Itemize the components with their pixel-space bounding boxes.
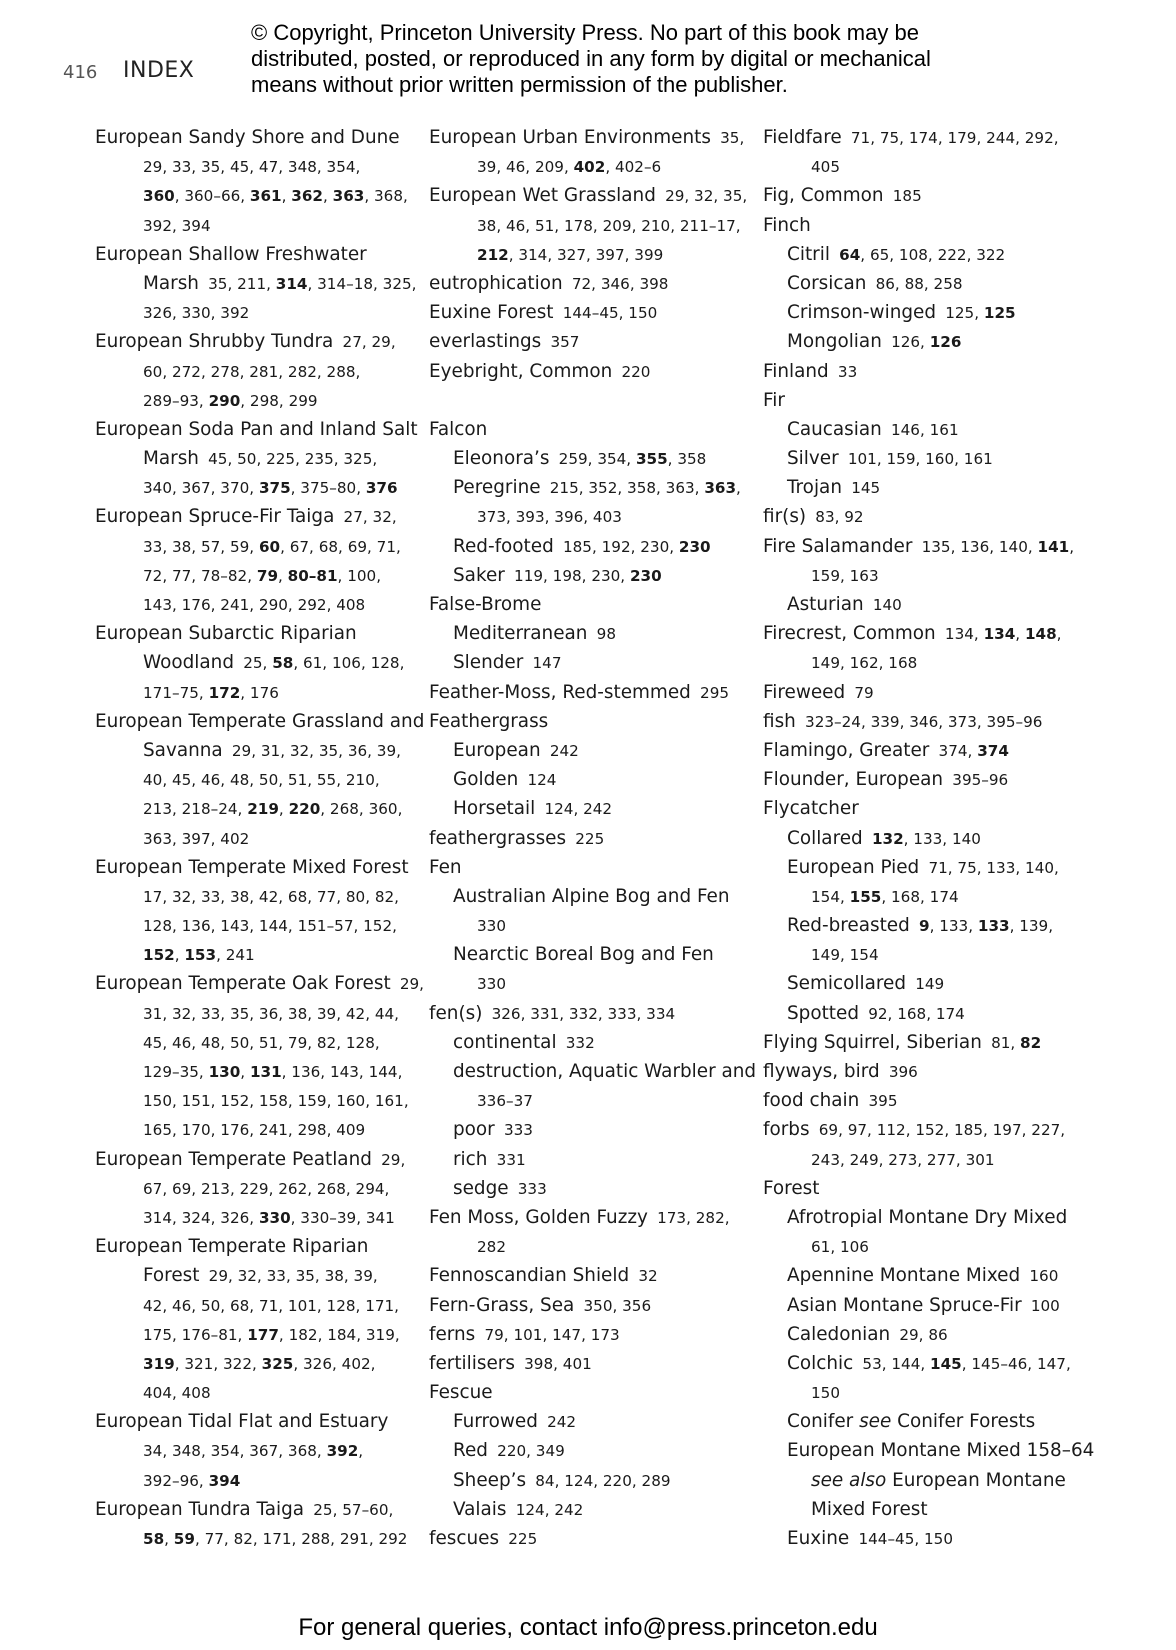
- index-line: Finch: [763, 214, 811, 236]
- index-line: 150: [811, 1384, 840, 1403]
- index-line: 31, 32, 33, 35, 36, 38, 39, 42, 44,: [143, 1004, 399, 1023]
- index-line: Savanna 29, 31, 32, 35, 36, 39,: [143, 739, 401, 761]
- index-column-1: [95, 123, 425, 1553]
- index-line: forbs 69, 97, 112, 152, 185, 197, 227,: [763, 1119, 1066, 1141]
- index-line: Conifer see Conifer Forests: [787, 1411, 1036, 1433]
- page-number: 416: [63, 62, 98, 83]
- index-line: 336–37: [477, 1092, 533, 1111]
- index-line: [429, 386, 749, 415]
- index-line: Silver 101, 159, 160, 161: [787, 448, 993, 470]
- index-line: Fireweed 79: [763, 681, 874, 703]
- index-line: 243, 249, 273, 277, 301: [811, 1150, 995, 1169]
- index-line: Sheep’s 84, 124, 220, 289: [453, 1469, 671, 1491]
- index-line: Feathergrass: [429, 710, 549, 732]
- index-line: Forest: [763, 1177, 820, 1199]
- index-line: Feather-Moss, Red-stemmed 295: [429, 681, 730, 703]
- index-line: European Tundra Taiga 25, 57–60,: [95, 1498, 394, 1520]
- index-line: Fern-Grass, Sea 350, 356: [429, 1294, 652, 1316]
- index-line: 171–75, 172, 176: [143, 683, 279, 702]
- index-line: Horsetail 124, 242: [453, 798, 613, 820]
- index-line: sedge 333: [453, 1177, 547, 1199]
- index-line: 39, 46, 209, 402, 402–6: [477, 158, 662, 177]
- index-line: Eleonora’s 259, 354, 355, 358: [453, 448, 707, 470]
- index-line: 149, 154: [811, 946, 879, 965]
- index-line: European Shrubby Tundra 27, 29,: [95, 331, 396, 353]
- index-line: Furrowed 242: [453, 1411, 577, 1433]
- footer-contact: For general queries, contact info@press.princeton.edu: [298, 1614, 878, 1641]
- index-line: Red 220, 349: [453, 1440, 565, 1462]
- index-column-3: [763, 123, 1095, 1553]
- index-line: see also European Montane: [811, 1469, 1066, 1491]
- index-line: 175, 176–81, 177, 182, 184, 319,: [143, 1325, 400, 1344]
- index-line: everlastings 357: [429, 331, 580, 353]
- index-line: 29, 33, 35, 45, 47, 348, 354,: [143, 158, 361, 177]
- index-line: Fire Salamander 135, 136, 140, 141,: [763, 535, 1075, 557]
- index-line: fir(s) 83, 92: [763, 506, 864, 528]
- index-line: Marsh 45, 50, 225, 235, 325,: [143, 448, 378, 470]
- index-line: European Temperate Oak Forest 29,: [95, 973, 425, 995]
- index-line: feathergrasses 225: [429, 827, 605, 849]
- index-line: 314, 324, 326, 330, 330–39, 341: [143, 1208, 395, 1227]
- index-line: Fen: [429, 856, 462, 878]
- index-line: Falcon: [429, 418, 488, 440]
- index-line: Red-breasted 9, 133, 133, 139,: [787, 915, 1054, 937]
- index-line: 319, 321, 322, 325, 326, 402,: [143, 1354, 376, 1373]
- index-line: 129–35, 130, 131, 136, 143, 144,: [143, 1063, 403, 1081]
- copyright-notice: © Copyright, Princeton University Press. No part of this book may be distributed, posted, or reproduced in any form by digital or mechanical means without prior written permission of the publisher.: [251, 20, 931, 97]
- index-line: Trojan 145: [787, 477, 881, 499]
- index-line: rich 331: [453, 1148, 526, 1170]
- index-line: Flamingo, Greater 374, 374: [763, 739, 1009, 761]
- index-line: European Urban Environments 35,: [429, 127, 745, 148]
- index-line: Colchic 53, 144, 145, 145–46, 147,: [787, 1352, 1071, 1374]
- index-line: Saker 119, 198, 230, 230: [453, 564, 662, 586]
- index-line: 404, 408: [143, 1384, 211, 1403]
- index-line: Finland 33: [763, 360, 858, 382]
- index-line: 282: [477, 1238, 506, 1257]
- index-line: European Soda Pan and Inland Salt: [95, 418, 418, 440]
- index-line: continental 332: [453, 1031, 595, 1053]
- index-line: 67, 69, 213, 229, 262, 268, 294,: [143, 1179, 390, 1198]
- index-line: 363, 397, 402: [143, 829, 250, 848]
- index-line: 392–96, 394: [143, 1471, 241, 1490]
- index-line: European Montane Mixed 158–64: [787, 1440, 1095, 1462]
- index-line: European Subarctic Riparian: [95, 623, 357, 645]
- index-line: Forest 29, 32, 33, 35, 38, 39,: [143, 1265, 378, 1287]
- index-line: Caledonian 29, 86: [787, 1323, 948, 1345]
- index-line: Mediterranean 98: [453, 623, 616, 645]
- index-line: Collared 132, 133, 140: [787, 827, 981, 849]
- index-line: Eyebright, Common 220: [429, 360, 651, 382]
- index-line: Firecrest, Common 134, 134, 148,: [763, 623, 1062, 645]
- index-line: Crimson-winged 125, 125: [787, 302, 1016, 324]
- index-line: Flying Squirrel, Siberian 81, 82: [763, 1031, 1042, 1053]
- index-line: ferns 79, 101, 147, 173: [429, 1323, 620, 1345]
- index-line: European Sandy Shore and Dune: [95, 127, 400, 148]
- index-line: 340, 367, 370, 375, 375–80, 376: [143, 479, 398, 498]
- index-line: Fir: [763, 389, 785, 411]
- index-line: 61, 106: [811, 1238, 869, 1257]
- index-line: Caucasian 146, 161: [787, 418, 959, 440]
- index-line: 360, 360–66, 361, 362, 363, 368,: [143, 187, 408, 206]
- index-line: Mixed Forest: [811, 1498, 928, 1520]
- index-line: 60, 272, 278, 281, 282, 288,: [143, 362, 361, 381]
- index-line: flyways, bird 396: [763, 1061, 918, 1082]
- index-line: Fescue: [429, 1382, 493, 1404]
- index-line: Euxine 144–45, 150: [787, 1528, 954, 1549]
- index-line: 150, 151, 152, 158, 159, 160, 161,: [143, 1092, 409, 1111]
- index-line: 392, 394: [143, 216, 211, 235]
- index-line: Euxine Forest 144–45, 150: [429, 302, 658, 324]
- index-line: Valais 124, 242: [453, 1498, 584, 1520]
- index-line: 128, 136, 143, 144, 151–57, 152,: [143, 917, 397, 936]
- index-line: False-Brome: [429, 594, 542, 615]
- index-line: 405: [811, 158, 840, 177]
- index-line: Fen Moss, Golden Fuzzy 173, 282,: [429, 1206, 730, 1228]
- index-line: 143, 176, 241, 290, 292, 408: [143, 596, 366, 614]
- index-line: Marsh 35, 211, 314, 314–18, 325,: [143, 272, 417, 294]
- index-line: 149, 162, 168: [811, 654, 918, 673]
- index-line: Citril 64, 65, 108, 222, 322: [787, 243, 1006, 265]
- index-line: Peregrine 215, 352, 358, 363, 363,: [453, 477, 741, 499]
- index-line: destruction, Aquatic Warbler and: [453, 1061, 757, 1082]
- index-line: European Wet Grassland 29, 32, 35,: [429, 185, 748, 207]
- index-line: Flounder, European 395–96: [763, 769, 1009, 791]
- index-line: 34, 348, 354, 367, 368, 392,: [143, 1442, 364, 1461]
- index-line: 17, 32, 33, 38, 42, 68, 77, 80, 82,: [143, 887, 399, 906]
- index-line: Slender 147: [453, 652, 562, 674]
- index-line: 33, 38, 57, 59, 60, 67, 68, 69, 71,: [143, 537, 401, 556]
- index-line: Mongolian 126, 126: [787, 331, 962, 353]
- index-line: European Temperate Grassland and: [95, 710, 425, 732]
- index-line: Spotted 92, 168, 174: [787, 1002, 965, 1024]
- index-line: fish 323–24, 339, 346, 373, 395–96: [763, 710, 1043, 732]
- index-line: Australian Alpine Bog and Fen: [453, 885, 730, 907]
- index-line: 72, 77, 78–82, 79, 80–81, 100,: [143, 566, 382, 585]
- index-line: 40, 45, 46, 48, 50, 51, 55, 210,: [143, 771, 380, 790]
- index-line: Afrotropial Montane Dry Mixed: [787, 1206, 1068, 1228]
- index-line: 42, 46, 50, 68, 71, 101, 128, 171,: [143, 1296, 400, 1315]
- index-line: fescues 225: [429, 1528, 538, 1549]
- index-line: European 242: [453, 739, 579, 761]
- index-line: Fieldfare 71, 75, 174, 179, 244, 292,: [763, 127, 1059, 148]
- index-line: European Temperate Riparian: [95, 1236, 369, 1258]
- index-line: European Pied 71, 75, 133, 140,: [787, 856, 1059, 878]
- index-line: Flycatcher: [763, 798, 859, 820]
- index-line: 213, 218–24, 219, 220, 268, 360,: [143, 800, 403, 819]
- index-line: Semicollared 149: [787, 973, 945, 995]
- index-line: fertilisers 398, 401: [429, 1352, 592, 1374]
- index-line: Fennoscandian Shield 32: [429, 1265, 658, 1287]
- index-line: Nearctic Boreal Bog and Fen: [453, 944, 714, 966]
- index-line: 212, 314, 327, 397, 399: [477, 245, 664, 264]
- index-line: 373, 393, 396, 403: [477, 508, 622, 527]
- index-line: European Shallow Freshwater: [95, 243, 367, 265]
- index-line: 326, 330, 392: [143, 304, 250, 323]
- index-line: 330: [477, 975, 506, 994]
- index-line: eutrophication 72, 346, 398: [429, 272, 669, 294]
- index-line: fen(s) 326, 331, 332, 333, 334: [429, 1002, 676, 1024]
- index-line: 38, 46, 51, 178, 209, 210, 211–17,: [477, 216, 741, 235]
- index-column-2: [429, 123, 757, 1553]
- index-line: Fig, Common 185: [763, 185, 922, 207]
- index-line: European Temperate Mixed Forest: [95, 856, 409, 878]
- running-head: INDEX: [123, 58, 195, 83]
- index-line: Asturian 140: [787, 594, 902, 615]
- index-line: poor 333: [453, 1119, 533, 1141]
- index-line: European Spruce-Fir Taiga 27, 32,: [95, 506, 397, 528]
- index-line: 165, 170, 176, 241, 298, 409: [143, 1121, 366, 1140]
- index-line: 152, 153, 241: [143, 946, 255, 965]
- index-line: 45, 46, 48, 50, 51, 79, 82, 128,: [143, 1033, 380, 1052]
- index-line: European Temperate Peatland 29,: [95, 1148, 406, 1170]
- index-line: Apennine Montane Mixed 160: [787, 1265, 1059, 1287]
- index-line: 159, 163: [811, 566, 879, 585]
- index-line: European Tidal Flat and Estuary: [95, 1411, 389, 1433]
- index-line: 330: [477, 917, 506, 936]
- index-line: Red-footed 185, 192, 230, 230: [453, 535, 711, 557]
- index-line: 154, 155, 168, 174: [811, 887, 959, 906]
- index-line: Golden 124: [453, 769, 557, 791]
- index-line: Asian Montane Spruce-Fir 100: [787, 1294, 1060, 1316]
- index-line: 289–93, 290, 298, 299: [143, 391, 318, 410]
- index-line: food chain 395: [763, 1090, 898, 1112]
- index-line: Woodland 25, 58, 61, 106, 128,: [143, 652, 405, 674]
- index-line: 58, 59, 77, 82, 171, 288, 291, 292: [143, 1530, 408, 1548]
- index-line: Corsican 86, 88, 258: [787, 272, 963, 294]
